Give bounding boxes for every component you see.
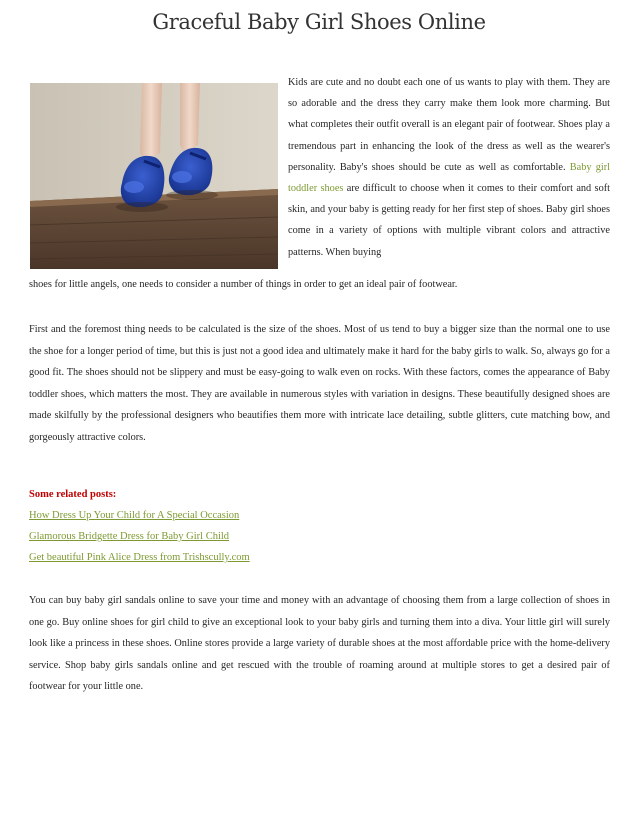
related-link-bridgette-dress[interactable]: Glamorous Bridgette Dress for Baby Girl Child: [29, 531, 230, 542]
document-title: Graceful Baby Girl Shoes Online: [152, 10, 486, 34]
related-link-pink-alice-dress[interactable]: Get beautiful Pink Alice Dress from Trishscully.com: [29, 552, 250, 563]
baby-girl-toddler-shoes-link[interactable]: Baby girl toddler shoes: [288, 161, 611, 195]
related-posts: [29, 484, 429, 568]
related-posts-heading: Some related posts:: [29, 489, 117, 500]
intro-text-before-link: Kids are cute and no doubt each one of us wants to play with them. They are so adorable and the dress they carry make them look more charming. But what completes their outfit overall is an elegant pair of footwear. Shoes play a tremendous part in enhancing the look of the dress as well as the wearer's personality. Baby's shoes should be cute as well as comfortable.: [288, 77, 610, 173]
buy-online-paragraph: You can buy baby girl sandals online to save your time and money with an advantage of choosing them from a large collection of shoes in one go. Buy online shoes for girl child to give an exceptional look to your baby girls and turning them into a diva. Your little girl will surely look like a princess in these shoes. Online stores provide a large variety of durable shoes at the most affordable price with the home-delivery service. Shop baby girls sandals online and get rescued with the trouble of roaming around at multiple stores to get a desired pair of footwear for your little one.: [29, 595, 610, 692]
intro-text-after-link: are difficult to choose when it comes to their comfort and soft skin, and your baby is getting ready for her first step of shoes. Baby girl shoes come in a variety of options with multiple vibrant colors and attractive patterns. When buying: [288, 183, 611, 258]
related-link-special-occasion[interactable]: How Dress Up Your Child for A Special Occasion: [29, 510, 240, 521]
baby-shoes-photo: [30, 83, 278, 269]
sizing-paragraph: First and the foremost thing needs to be calculated is the size of the shoes. Most of us tend to buy a bigger size than the normal one to use the shoe for a longer period of time, but this is just not a good idea and ultimately make it hard for the baby girls to walk. So, always go for a good fit. The shoes should not be slippery and must be easy-going to walk even on rocks. With these factors, comes the appearance of Baby toddler shoes, which matters the most. They are available in numerous styles with variation in designs. These beautifully designed shoes are made skilfully by the professional designers who beautifies them more with intricate lace detailing, subtle glitters, cute matching bow, and gorgeously attractive colors.: [29, 324, 610, 443]
intro-paragraph: [288, 72, 610, 263]
intro-paragraph-tail: shoes for little angels, one needs to consider a number of things in order to get an ideal pair of footwear.: [29, 279, 458, 290]
